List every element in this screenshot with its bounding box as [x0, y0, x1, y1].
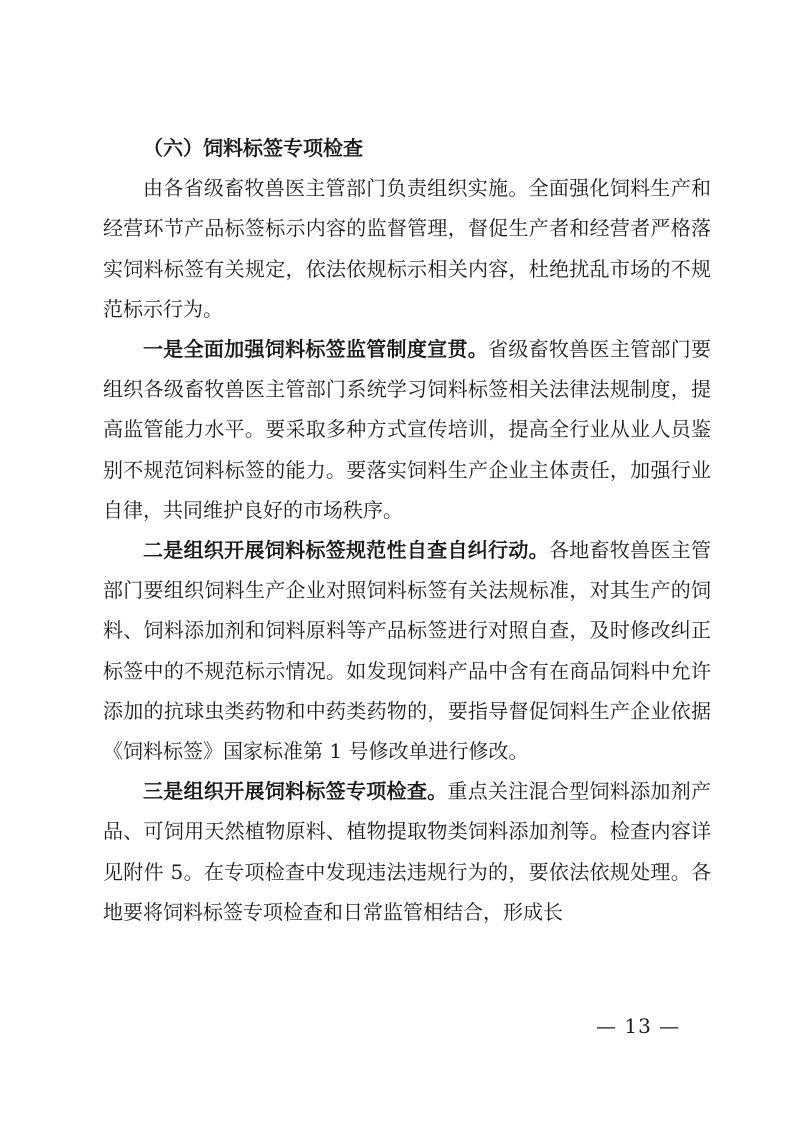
paragraph-lead: 一是全面加强饲料标签监管制度宣贯。	[143, 337, 489, 362]
paragraph-text: 重点关注混合型饲料添加剂产品、可饲用天然植物原料、植物提取物类饲料添加剂等。检查内容详见附件 5。在专项检查中发现违法违规行为的，要依法依规处理。各地要将饲料标签专项检查和日常监管相结合，形成长	[103, 779, 712, 924]
paragraph-item-3	[103, 771, 711, 932]
paragraph-item-2	[103, 530, 711, 771]
paragraph-item-1	[103, 329, 711, 530]
paragraph-text: 各地畜牧兽医主管部门要组织饲料生产企业对照饲料标签有关法规标准，对其生产的饲料、饲料添加剂和饲料原料等产品标签进行对照自查，及时修改纠正标签中的不规范标示情况。如发现饲料产品中含有在商品饲料中允许添加的抗球虫类药物和中药类药物的，要指导督促饲料生产企业依据《饲料标签》国家标准第 1 号修改单进行修改。	[103, 538, 712, 764]
paragraph-text: 省级畜牧兽医主管部门要组织各级畜牧兽医主管部门系统学习饲料标签相关法律法规制度，提高监管能力水平。要采取多种方式宣传培训，提高全行业从业人员鉴别不规范饲料标签的能力。要落实饲料生产企业主体责任，加强行业自律，共同维护良好的市场秩序。	[103, 337, 712, 522]
page-number: — 13 —	[596, 1014, 681, 1038]
paragraph-intro	[103, 168, 711, 329]
paragraph-lead: 三是组织开展饲料标签专项检查。	[143, 779, 448, 804]
paragraph-lead: 二是组织开展饲料标签规范性自查自纠行动。	[143, 538, 549, 563]
paragraph-text: 由各省级畜牧兽医主管部门负责组织实施。全面强化饲料生产和经营环节产品标签标示内容的监督管理，督促生产者和经营者严格落实饲料标签有关规定，依法依规标示相关内容，杜绝扰乱市场的不规范标示行为。	[103, 176, 711, 321]
page-body	[103, 128, 711, 932]
section-heading: （六）饲料标签专项检查	[143, 136, 363, 160]
